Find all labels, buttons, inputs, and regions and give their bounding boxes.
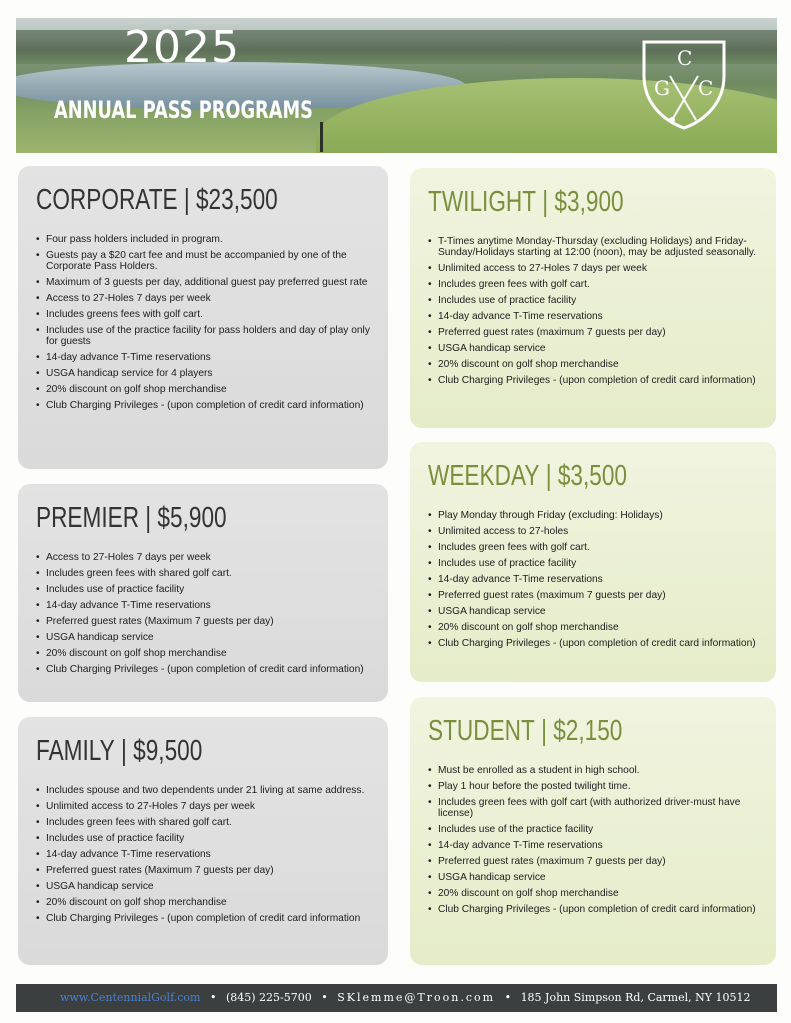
feature-item: • Club Charging Privileges - (upon completion of credit card information) [428,638,758,649]
feature-item: • Preferred guest rates (Maximum 7 guests per day) [36,865,370,876]
feature-item: • 14-day advance T-Time reservations [36,849,370,860]
title-separator: | [541,715,547,747]
header-banner [16,18,777,153]
feature-item: • Includes green fees with golf cart. [428,542,758,553]
feature-item: • Access to 27-Holes 7 days per week [36,293,370,304]
feature-list [428,765,758,915]
phone-number: (845) 225-5700 [225,991,312,1004]
feature-item: • Access to 27-Holes 7 days per week [36,552,370,563]
street-address: 185 John Simpson Rd, Carmel, NY 10512 [520,991,751,1004]
weekday-card [410,442,776,682]
page-year: 2025 [124,22,240,73]
feature-item: • Includes use of practice facility [36,584,370,595]
feature-list [36,785,370,924]
feature-item: • Includes use of practice facility [428,295,758,306]
feature-item: • USGA handicap service [36,632,370,643]
title-separator: | [542,186,549,218]
plan-price: $23,500 [195,184,278,216]
title-separator: | [121,735,127,767]
feature-item: • Club Charging Privileges - (upon completion of credit card information) [428,375,758,386]
crest-letter-left: G [654,76,670,100]
title-separator: | [145,502,152,534]
card-title [428,182,685,222]
card-title [428,711,685,751]
feature-list [36,552,370,675]
feature-item: • 20% discount on golf shop merchandise [428,622,758,633]
feature-item: • 20% discount on golf shop merchandise [36,897,370,908]
feature-item: • 14-day advance T-Time reservations [428,840,758,851]
feature-item: • 20% discount on golf shop merchandise [36,384,370,395]
feature-item: • Guests pay a $20 cart fee and must be accompanied by one of the Corporate Pass Holders. [36,250,370,272]
feature-item: • Includes green fees with golf cart. [428,279,758,290]
crest-letter-top: C [677,46,693,70]
feature-item: • Includes green fees with shared golf cart. [36,568,370,579]
feature-item: • Unlimited access to 27-Holes 7 days per week [428,263,758,274]
feature-item: • Preferred guest rates (Maximum 7 guests per day) [36,616,370,627]
feature-item: • 14-day advance T-Time reservations [428,311,758,322]
plan-name: TWILIGHT [428,186,537,218]
feature-item: • USGA handicap service [428,872,758,883]
plan-price: $3,500 [557,460,628,492]
feature-item: • Play Monday through Friday (excluding: Holidays) [428,510,758,521]
feature-item: • Play 1 hour before the posted twilight time. [428,781,758,792]
feature-item: • Maximum of 3 guests per day, additional guest pay preferred guest rate [36,277,370,288]
feature-list [36,234,370,411]
feature-item: • Includes greens fees with golf cart. [36,309,370,320]
feature-list [428,236,758,386]
email-link[interactable]: SKlemme@Troon.com [337,991,496,1004]
card-title [428,456,685,496]
feature-item: • USGA handicap service [36,881,370,892]
card-title [36,731,297,771]
feature-item: • Preferred guest rates (maximum 7 guests per day) [428,590,758,601]
feature-item: • 20% discount on golf shop merchandise [428,359,758,370]
premier-card [18,484,388,702]
footer-bullet: • [504,991,512,1004]
plan-price: $3,900 [554,186,624,218]
card-title [36,498,297,538]
feature-item: • Preferred guest rates (maximum 7 guests per day) [428,327,758,338]
club-crest-logo [636,36,732,132]
footer-bar [16,984,777,1012]
feature-item: • T-Times anytime Monday-Thursday (excluding Holidays) and Friday-Sunday/Holidays starting at 12:00 (noon), may be adjusted seasonally. [428,236,758,258]
feature-item: • 20% discount on golf shop merchandise [428,888,758,899]
feature-item: • Includes green fees with golf cart (with authorized driver-must have license) [428,797,758,819]
plan-price: $5,900 [157,502,227,534]
title-separator: | [183,184,190,216]
feature-item: • USGA handicap service [428,343,758,354]
feature-item: • Includes green fees with shared golf cart. [36,817,370,828]
feature-item: • 14-day advance T-Time reservations [428,574,758,585]
card-title [36,180,297,220]
plan-name: CORPORATE [36,184,178,216]
plan-price: $9,500 [133,735,203,767]
feature-list [428,510,758,649]
feature-item: • Includes use of the practice facility for pass holders and day of play only for guests [36,325,370,347]
feature-item: • Includes spouse and two dependents under 21 living at same address. [36,785,370,796]
plan-name: WEEKDAY [428,460,540,492]
plan-name: PREMIER [36,502,140,534]
plan-name: FAMILY [36,735,115,767]
crest-letter-right: C [698,76,714,100]
feature-item: • USGA handicap service for 4 players [36,368,370,379]
plan-name: STUDENT [428,715,535,747]
flag-pin-icon [320,122,323,152]
footer-bullet: • [321,991,328,1004]
feature-item: • Includes use of practice facility [428,558,758,569]
family-card [18,717,388,965]
feature-item: • Includes use of the practice facility [428,824,758,835]
page-title: ANNUAL PASS PROGRAMS [54,96,313,124]
feature-item: • Unlimited access to 27-Holes 7 days per week [36,801,370,812]
website-link[interactable]: www.CentennialGolf.com [60,991,201,1004]
twilight-card [410,168,776,428]
feature-item: • 14-day advance T-Time reservations [36,600,370,611]
feature-item: • Includes use of practice facility [36,833,370,844]
feature-item: • Four pass holders included in program. [36,234,370,245]
feature-item: • Club Charging Privileges - (upon completion of credit card information) [36,400,370,411]
feature-item: • 20% discount on golf shop merchandise [36,648,370,659]
feature-item: • USGA handicap service [428,606,758,617]
feature-item: • Preferred guest rates (maximum 7 guests per day) [428,856,758,867]
feature-item: • Unlimited access to 27-holes [428,526,758,537]
student-card [410,697,776,965]
plan-price: $2,150 [553,715,623,747]
feature-item: • 14-day advance T-Time reservations [36,352,370,363]
title-separator: | [545,460,552,492]
feature-item: • Club Charging Privileges - (upon completion of credit card information) [428,904,758,915]
feature-item: • Club Charging Privileges - (upon completion of credit card information [36,913,370,924]
footer-bullet: • [209,991,217,1004]
feature-item: • Club Charging Privileges - (upon completion of credit card information) [36,664,370,675]
corporate-card [18,166,388,469]
feature-item: • Must be enrolled as a student in high school. [428,765,758,776]
